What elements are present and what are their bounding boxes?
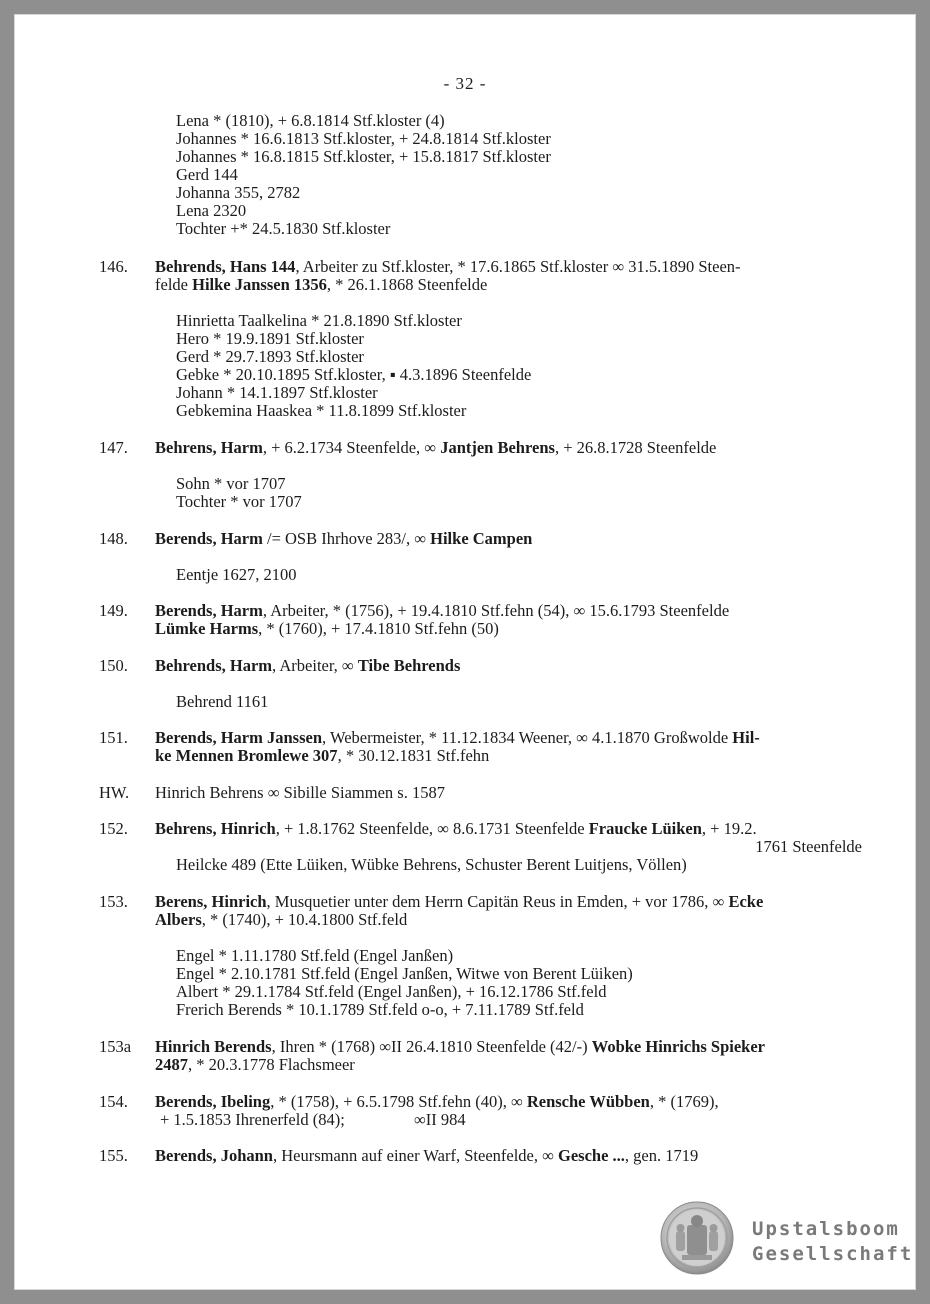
- entry-153a-line2: [155, 1056, 355, 1074]
- child-line: Lena 2320: [176, 201, 247, 220]
- entry-153-line2: [155, 911, 407, 929]
- entry-152-line1: [155, 820, 757, 838]
- child-line: Gerd * 29.7.1893 Stf.kloster: [176, 347, 364, 366]
- entry-152-line2: 1761 Steenfelde: [755, 837, 862, 856]
- child-line: Albert * 29.1.1784 Stf.feld (Engel Janßen), + 16.12.1786 Stf.feld: [176, 982, 607, 1001]
- spouse-name: Hilke Campen: [430, 529, 533, 548]
- entry-155-line1: [155, 1147, 698, 1165]
- entry-number: 146.: [99, 257, 128, 276]
- entry-text: , Musquetier unter dem Herrn Capitän Reus in Emden, + vor 1786, ∞: [266, 892, 729, 911]
- entry-149-line2: [155, 620, 499, 638]
- entry-154-line1: [155, 1093, 719, 1111]
- spouse-name: ke Mennen Bromlewe 307: [155, 746, 338, 765]
- entry-text: , Webermeister, * 11.12.1834 Weener, ∞ 4.1.1870 Großwolde: [322, 728, 733, 747]
- child-line: Tochter +* 24.5.1830 Stf.kloster: [176, 219, 391, 238]
- entry-number: 151.: [99, 728, 128, 747]
- entry-number: 154.: [99, 1092, 128, 1111]
- child-line: Engel * 1.11.1780 Stf.feld (Engel Janßen): [176, 946, 454, 965]
- child-line: Hero * 19.9.1891 Stf.kloster: [176, 329, 364, 348]
- entry-text: /= OSB Ihrhove 283/, ∞: [262, 529, 431, 548]
- seal-logo-icon: [660, 1201, 734, 1275]
- entry-148-line1: [155, 530, 532, 548]
- person-name: Berends, Harm: [155, 529, 263, 548]
- entry-text: , * (1769),: [649, 1092, 719, 1111]
- child-line: Behrend 1161: [176, 692, 269, 711]
- entry-number: 153.: [99, 892, 128, 911]
- child-line: Gebke * 20.10.1895 Stf.kloster, ▪ 4.3.1896 Steenfelde: [176, 365, 532, 384]
- entry-number: 147.: [99, 438, 128, 457]
- entry-text: , * (1740), + 10.4.1800 Stf.feld: [201, 910, 408, 929]
- entry-146-line1: [155, 258, 741, 276]
- person-name: Berends, Johann: [155, 1146, 273, 1165]
- person-name: Behrends, Hans 144: [155, 257, 296, 276]
- entry-150-line1: [155, 657, 460, 675]
- entry-153a-line1: [155, 1038, 765, 1056]
- entry-text: , Arbeiter zu Stf.kloster, * 17.6.1865 Stf.kloster ∞ 31.5.1890 Steen-: [295, 257, 741, 276]
- entry-151-line2: [155, 747, 489, 765]
- child-line: Frerich Berends * 10.1.1789 Stf.feld o-o, + 7.11.1789 Stf.feld: [176, 1000, 584, 1019]
- child-line: Heilcke 489 (Ette Lüiken, Wübke Behrens, Schuster Berent Luitjens, Völlen): [176, 855, 687, 874]
- entry-154-line2: + 1.5.1853 Ihrenerfeld (84);: [160, 1110, 345, 1129]
- entry-number: 150.: [99, 656, 128, 675]
- spouse-name: Lümke Harms: [155, 619, 259, 638]
- person-name: Behrens, Harm: [155, 438, 263, 457]
- entry-number: 148.: [99, 529, 128, 548]
- spouse-name: 2487: [155, 1055, 188, 1074]
- entry-number: HW.: [99, 783, 130, 802]
- entry-154-ref: ∞II 984: [414, 1110, 466, 1129]
- entry-number: 152.: [99, 819, 128, 838]
- child-line: Johannes * 16.6.1813 Stf.kloster, + 24.8.1814 Stf.kloster: [176, 129, 551, 148]
- entry-number: 155.: [99, 1146, 128, 1165]
- child-line: Johannes * 16.8.1815 Stf.kloster, + 15.8.1817 Stf.kloster: [176, 147, 551, 166]
- person-name: Behrens, Hinrich: [155, 819, 276, 838]
- spouse-name: Jantjen Behrens: [440, 438, 555, 457]
- child-line: Eentje 1627, 2100: [176, 565, 297, 584]
- child-line: Lena * (1810), + 6.8.1814 Stf.kloster (4): [176, 111, 445, 130]
- person-name: Berends, Ibeling: [155, 1092, 271, 1111]
- spouse-name: Fraucke Lüiken: [588, 819, 702, 838]
- spouse-name: Hil-: [732, 728, 760, 747]
- spouse-name: Wobke Hinrichs Spieker: [591, 1037, 766, 1056]
- spouse-name: Gesche ...: [558, 1146, 625, 1165]
- entry-number: 149.: [99, 601, 128, 620]
- child-line: Hinrietta Taalkelina * 21.8.1890 Stf.kloster: [176, 311, 462, 330]
- entry-151-line1: [155, 729, 760, 747]
- entry-147-line1: [155, 439, 716, 457]
- entry-text: , + 1.8.1762 Steenfelde, ∞ 8.6.1731 Steenfelde: [275, 819, 589, 838]
- child-line: Sohn * vor 1707: [176, 474, 286, 493]
- entry-text: , * (1758), + 6.5.1798 Stf.fehn (40), ∞: [270, 1092, 527, 1111]
- logo-text-line2: Gesellschaft: [752, 1243, 914, 1265]
- entry-text: , * (1760), + 17.4.1810 Stf.fehn (50): [258, 619, 499, 638]
- entry-text: , Ihren * (1768) ∞II 26.4.1810 Steenfelde (42/-): [271, 1037, 592, 1056]
- spouse-name: Rensche Wübben: [526, 1092, 650, 1111]
- entry-text: , * 30.12.1831 Stf.fehn: [337, 746, 490, 765]
- person-name: Behrends, Harm: [155, 656, 273, 675]
- entry-text: felde: [155, 275, 193, 294]
- page-number: - 32 -: [443, 74, 487, 93]
- entry-text: , + 6.2.1734 Steenfelde, ∞: [262, 438, 441, 457]
- child-line: Gerd 144: [176, 165, 238, 184]
- child-line: Gebkemina Haaskea * 11.8.1899 Stf.kloster: [176, 401, 467, 420]
- child-line: Johann * 14.1.1897 Stf.kloster: [176, 383, 378, 402]
- spouse-name: Tibe Behrends: [357, 656, 461, 675]
- person-name: Berends, Harm: [155, 601, 263, 620]
- entry-146-line2: [155, 276, 487, 294]
- child-line: Johanna 355, 2782: [176, 183, 301, 202]
- person-name: Berends, Harm Janssen: [155, 728, 322, 747]
- entry-149-line1: [155, 602, 729, 620]
- spouse-name: Hilke Janssen 1356: [192, 275, 327, 294]
- logo-text-line1: Upstalsboom: [752, 1218, 900, 1240]
- child-line: Tochter * vor 1707: [176, 492, 302, 511]
- spouse-name: Ecke: [728, 892, 764, 911]
- entry-text: , * 26.1.1868 Steenfelde: [326, 275, 488, 294]
- child-line: Engel * 2.10.1781 Stf.feld (Engel Janßen, Witwe von Berent Lüiken): [176, 964, 633, 983]
- entry-number: 153a: [99, 1037, 132, 1056]
- entry-text: , Arbeiter, * (1756), + 19.4.1810 Stf.fehn (54), ∞ 15.6.1793 Steenfelde: [262, 601, 730, 620]
- entry-hw-line: Hinrich Behrens ∞ Sibille Siammen s. 1587: [155, 783, 445, 802]
- spouse-name: Albers: [155, 910, 202, 929]
- entry-text: , * 20.3.1778 Flachsmeer: [188, 1055, 355, 1074]
- entry-153-line1: [155, 893, 763, 911]
- entry-text: , Arbeiter, ∞: [272, 656, 358, 675]
- entry-text: , gen. 1719: [624, 1146, 699, 1165]
- entry-text: , + 19.2.: [701, 819, 757, 838]
- entry-text: , Heursmann auf einer Warf, Steenfelde, ∞: [272, 1146, 559, 1165]
- entry-text: , + 26.8.1728 Steenfelde: [554, 438, 717, 457]
- person-name: Berens, Hinrich: [155, 892, 267, 911]
- person-name: Hinrich Berends: [155, 1037, 272, 1056]
